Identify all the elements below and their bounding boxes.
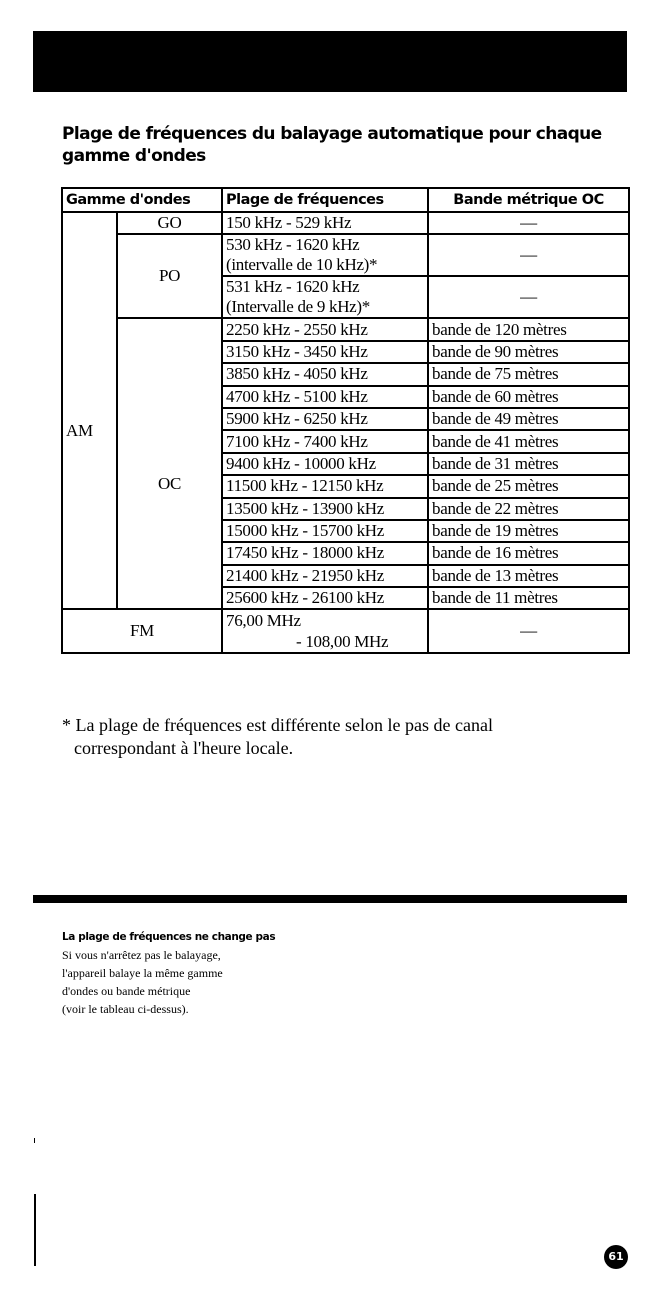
side-note (62, 928, 275, 1018)
frequency-range-value: 531 kHz - 1620 kHz (226, 277, 360, 297)
metre-band-dash: — (428, 234, 629, 276)
page-number-badge: 61 (604, 1245, 628, 1269)
metre-band: bande de 90 mètres (428, 341, 629, 363)
page-title: Plage de fréquences du balayage automatique pour chaque gamme d'ondes (62, 124, 602, 166)
frequency-range: 15000 kHz - 15700 kHz (222, 520, 428, 542)
metre-band: bande de 25 mètres (428, 475, 629, 497)
metre-band: bande de 19 mètres (428, 520, 629, 542)
note-line: l'appareil balaye la même gamme (62, 966, 223, 980)
go-label: GO (117, 212, 222, 234)
metre-band: bande de 49 mètres (428, 408, 629, 430)
header-band: Gamme d'ondes (62, 188, 222, 212)
table-header-row (62, 188, 629, 212)
metre-band-dash: — (428, 276, 629, 318)
metre-band-dash: — (428, 212, 629, 234)
margin-line (34, 1194, 36, 1266)
footnote (62, 714, 622, 760)
frequency-range: 150 kHz - 529 kHz (222, 212, 428, 234)
table-row (62, 609, 629, 653)
frequency-range: 11500 kHz - 12150 kHz (222, 475, 428, 497)
oc-label: OC (117, 318, 222, 609)
frequency-range (222, 276, 428, 318)
table-body (62, 212, 629, 653)
frequency-range: 4700 kHz - 5100 kHz (222, 386, 428, 408)
frequency-range: 9400 kHz - 10000 kHz (222, 453, 428, 475)
frequency-range: 17450 kHz - 18000 kHz (222, 542, 428, 564)
metre-band-dash: — (428, 609, 629, 653)
metre-band: bande de 41 mètres (428, 430, 629, 452)
metre-band: bande de 13 mètres (428, 565, 629, 587)
frequency-range: 21400 kHz - 21950 kHz (222, 565, 428, 587)
frequency-interval-note: (intervalle de 10 kHz)* (226, 255, 378, 275)
note-line: (voir le tableau ci-dessus). (62, 1002, 189, 1016)
metre-band: bande de 22 mètres (428, 498, 629, 520)
frequency-range: 7100 kHz - 7400 kHz (222, 430, 428, 452)
frequency-range: 5900 kHz - 6250 kHz (222, 408, 428, 430)
frequency-range-end: - 108,00 MHz (296, 632, 389, 652)
am-label: AM (62, 212, 117, 609)
po-label: PO (117, 234, 222, 318)
table-row (62, 234, 629, 276)
metre-band: bande de 60 mètres (428, 386, 629, 408)
metre-band: bande de 75 mètres (428, 363, 629, 385)
frequency-range: 13500 kHz - 13900 kHz (222, 498, 428, 520)
table-row (62, 212, 629, 234)
section-divider (33, 895, 627, 903)
metre-band: bande de 16 mètres (428, 542, 629, 564)
fm-label: FM (62, 609, 222, 653)
frequency-range-value: 530 kHz - 1620 kHz (226, 235, 360, 255)
header-bar (33, 31, 627, 92)
frequency-range-start: 76,00 MHz (226, 611, 301, 631)
frequency-interval-note: (Intervalle de 9 kHz)* (226, 297, 370, 317)
metre-band: bande de 11 mètres (428, 587, 629, 609)
margin-mark (34, 1138, 35, 1143)
footnote-line-2: correspondant à l'heure locale. (74, 738, 294, 758)
frequency-table (61, 187, 630, 654)
header-frequency-range: Plage de fréquences (222, 188, 428, 212)
metre-band: bande de 120 mètres (428, 318, 629, 340)
frequency-range (222, 609, 428, 653)
note-line: Si vous n'arrêtez pas le balayage, (62, 948, 221, 962)
footnote-line-1: * La plage de fréquences est différente selon le pas de canal (62, 715, 493, 735)
frequency-range: 2250 kHz - 2550 kHz (222, 318, 428, 340)
frequency-range (222, 234, 428, 276)
frequency-range: 25600 kHz - 26100 kHz (222, 587, 428, 609)
table-row (62, 318, 629, 340)
note-title: La plage de fréquences ne change pas (62, 931, 276, 943)
note-line: d'ondes ou bande métrique (62, 984, 191, 998)
frequency-range: 3150 kHz - 3450 kHz (222, 341, 428, 363)
metre-band: bande de 31 mètres (428, 453, 629, 475)
header-metre-band: Bande métrique OC (428, 188, 629, 212)
frequency-range: 3850 kHz - 4050 kHz (222, 363, 428, 385)
